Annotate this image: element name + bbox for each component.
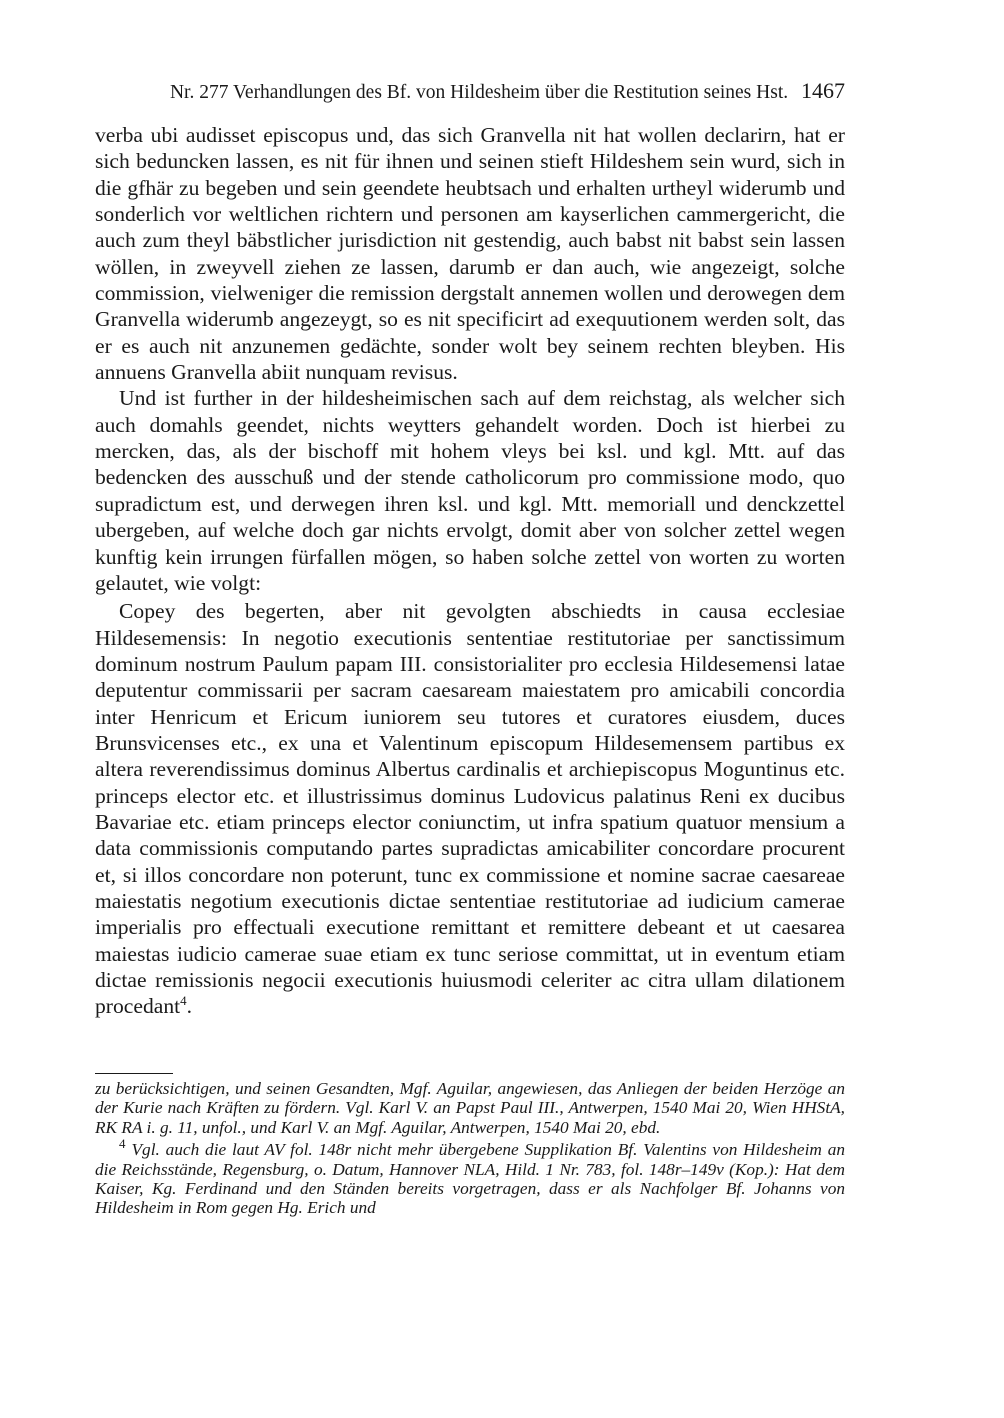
main-text — [95, 122, 845, 1020]
page-number: 1467 — [801, 78, 845, 103]
footnote-separator — [95, 1073, 173, 1074]
document-page — [95, 0, 845, 1418]
paragraph-3: Copey des begerten, aber nit gevolgten abschiedts in causa ecclesiae Hildesemensis: In negotio executionis sententiae restitutoriae per sanctissimum dominum nostrum Paulum papam III. consistorialiter pro ecclesia Hildesemensi latae deputentur commissarii per sacram caesaream maiestatem pro amicabili concordia inter Henricum et Ericum iuniorem seu tutores et curatores eiusdem, duces Brunsvicenses etc., ex una et Valentinum episcopum Hildesemensem partibus ex altera reverendissimus dominus Albertus cardinalis et archiepiscopus Moguntinus etc. princeps elector etc. et illustrissimus dominus Ludovicus palatinus Reni ex ducibus Bavariae etc. etiam princeps elector coniunctim, ut infra spatium quatuor mensium a data commissionis computando partes supradictas amicabiliter concordare procurent et, si illos concordare non poterunt, tunc ex commissione et nomine sacrae caesareae maiestatis negotium executionis dictae sententiae restitutoriae ad iudicium camerae imperialis pro effectuali executione remittant et remittere debeant et ut caesarea maiestas iudicio camerae suae etiam ex tunc seriose committat, ut in eventum etiam dictae remissionis negocii executionis huiusmodi celeriter ac citra ullam dilationem procedant$^4$. — [95, 599, 845, 1019]
running-title: Nr. 277 Verhandlungen des Bf. von Hildesheim über die Restitution seines Hst. — [169, 82, 789, 103]
footnote-4 — [95, 1136, 845, 1218]
paragraph-2: Und ist further in der hildesheimischen sach auf dem reichstag, als welcher sich auch domahls geendet, nichts weytters gehandelt worden. Doch ist hierbei zu mercken, das, als der bischoff mit hohem vleys bei ksl. und kgl. Mtt. auf das bedencken des ausschuß und der stende catholicorum pro commissione modo, quo supradictum est, und derwegen ihren ksl. und kgl. Mtt. memoriall und denckzettel ubergeben, auf welche doch gar nichts ervolgt, domit aber von solcher zettel wegen kunftig kein irrungen fürfallen mögen, so haben solche zettel von worten zu worten gelautet, wie volgt: — [95, 386, 845, 595]
footnote-continuation: zu berücksichtigen, und seinen Gesandten, Mgf. Aguilar, angewiesen, das Anliegen der beiden Herzöge an der Kurie nach Kräften zu fördern. Vgl. Karl V. an Papst Paul III., Antwerpen, 1540 Mai 20, Wien HHStA, RK RA i. g. 11, unfol., und Karl V. an Mgf. Aguilar, Antwerpen, 1540 Mai 20, ebd. — [95, 1079, 845, 1137]
footnote-4-number: 4 — [119, 1136, 126, 1152]
running-header — [155, 78, 845, 104]
paragraph-3-text: Copey des begerten, aber nit gevolgten abschiedts in causa ecclesiae Hildesemensis: In negotio executionis sententiae restitutoriae per sanctissimum dominum nostrum Paulum papam III. consistorialiter pro ecclesia Hildesemensi latae deputentur commissarii per sacram caesaream maiestatem pro amicabili concordia inter Henricum et Ericum iuniorem seu tutores et curatores eiusdem, duces Brunsvicenses etc., ex una et Valentinum episcopum Hildesemensem partibus ex altera reverendissimus dominus Albertus cardinalis et archiepiscopus Moguntinus etc. princeps elector etc. et illustrissimus dominus Ludovicus palatinus Reni ex ducibus Bavariae etc. etiam princeps elector coniunctim, ut infra spatium quatuor mensium a data commissionis computando partes supradictas amicabiliter concordare procurent et, si illos concordare non poterunt, tunc ex commissione et nomine sacrae caesareae maiestatis negotium executionis dictae sententiae restitutoriae ad iudicium camerae imperialis pro effectuali executione remittant et remittere debeant et ut caesarea maiestas iudicio camerae suae etiam ex tunc seriose committat, ut in eventum etiam dictae remissionis negocii executionis huiusmodi celeriter ac citra ullam dilationem procedant — [95, 599, 845, 1019]
footnote-4-text: Vgl. auch die laut AV fol. 148r nicht mehr übergebene Supplikation Bf. Valentins von Hildesheim an die Reichsstände, Regensburg, o. Datum, Hannover NLA, Hild. 1 Nr. 783, fol. 148r–149v (Kop.): Hat dem Kaiser, Kg. Ferdinand und den Ständen bereits vorgetragen, dass er als Nachfolger Bf. Johanns von Hildesheim in Rom gegen Hg. Erich und — [95, 1140, 845, 1218]
paragraph-1: verba ubi audisset episcopus und, das sich Granvella nit hat wollen declarirn, hat er sich beduncken lassen, es nit für ihnen und seinen stieft Hildeshem sein wurd, sich in die gfhär zu begeben und sein geendete heubtsach und erhalten urtheyl widerumb und sonderlich vor weltlichen richtern und personen am kayserlichen cammergericht, die auch zum theyl bäbstlicher jurisdiction nit gestendig, auch babst nit babst sein lassen wöllen, in zweyvell ziehen ze lassen, darumb er dan auch, wie angezeigt, solche commission, vielweniger die remission dergstalt annemen wollen und derowegen dem Granvella widerumb angezeygt, so es nit specificirt ad exequutionem werden solt, das er es auch nit anzunemen gedächte, sonder wolt bey seinem rechten bleyben. His annuens Granvella abiit nunquam revisus. — [95, 123, 845, 385]
footnote-reference-4[interactable]: 4 — [180, 993, 187, 1009]
footnotes — [95, 1079, 845, 1218]
